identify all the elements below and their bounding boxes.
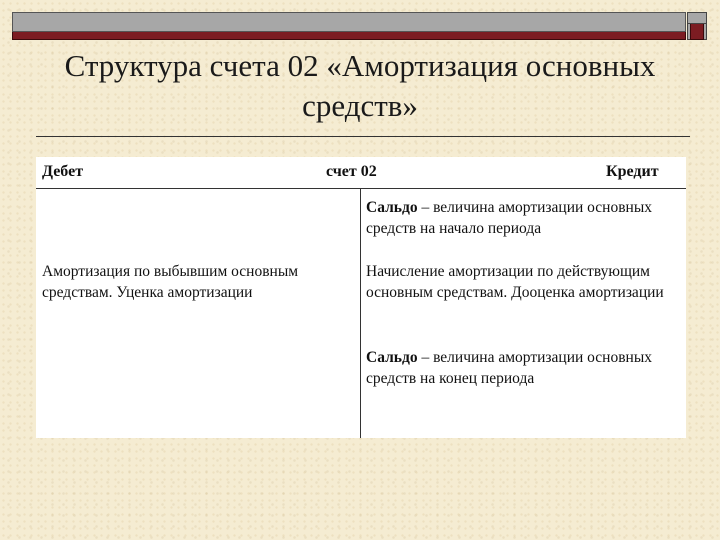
closing-balance-label: Сальдо xyxy=(366,349,418,366)
slide-title: Структура счета 02 «Амортизация основных средств» xyxy=(64,48,656,123)
credit-entries: Начисление амортизации по действующим основным средствам. Дооценка амортизации xyxy=(366,263,664,301)
debit-entries: Амортизация по выбывшим основным средствам. Уценка амортизации xyxy=(42,263,299,301)
title-divider xyxy=(36,136,690,137)
table-column-divider xyxy=(360,188,361,438)
debit-header: Дебет xyxy=(42,163,84,180)
closing-balance-text: – величина амортизации основных средств на конец периода xyxy=(366,349,653,387)
corner-decor-top xyxy=(687,12,707,24)
opening-balance-label: Сальдо xyxy=(366,199,418,216)
header-decor-band xyxy=(12,12,686,32)
credit-opening-balance xyxy=(366,197,676,239)
table-header-divider xyxy=(36,188,686,189)
opening-balance-text: – величина амортизации основных средств на начало периода xyxy=(366,199,653,237)
account-header: счет 02 xyxy=(326,163,377,180)
credit-header: Кредит xyxy=(606,163,659,180)
credit-closing-balance xyxy=(366,347,676,389)
